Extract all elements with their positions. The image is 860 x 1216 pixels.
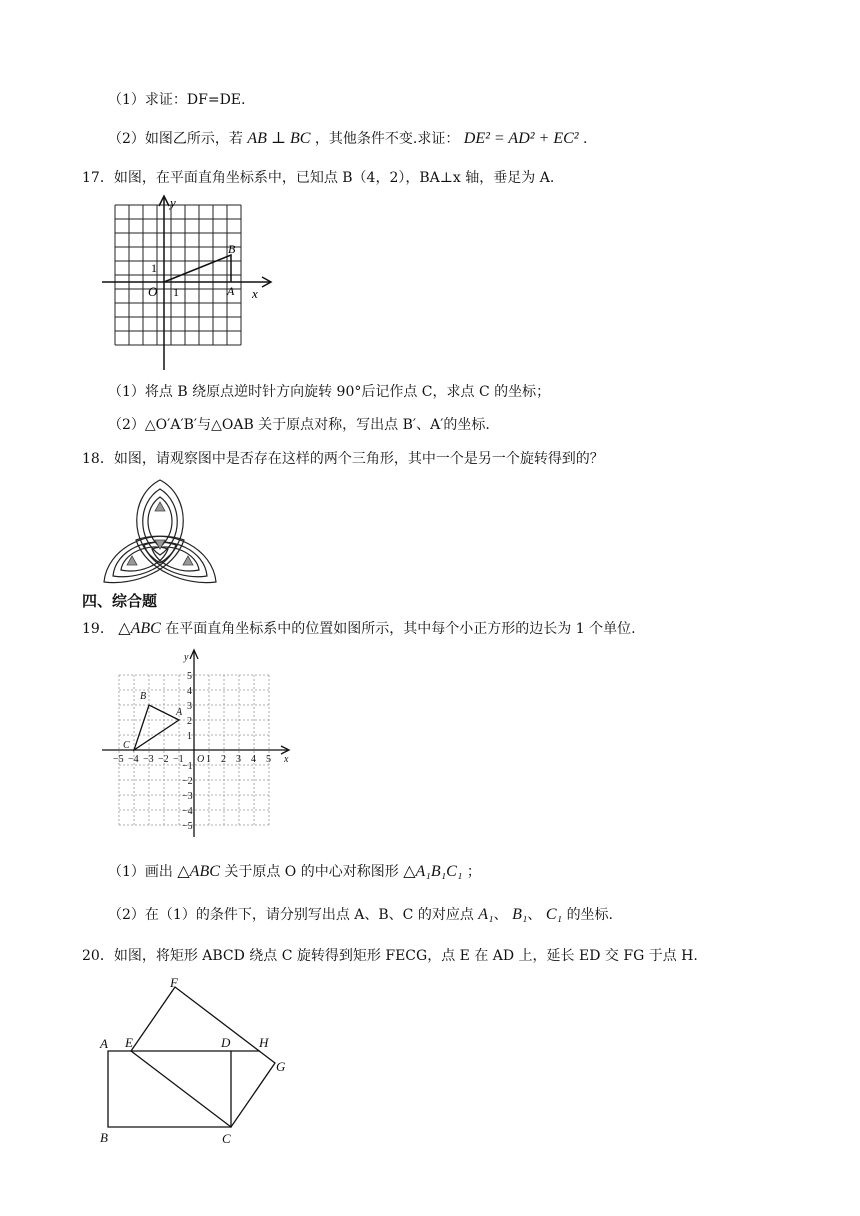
q20-label-f: F	[170, 975, 178, 990]
q19-part2-c1: C₁	[545, 906, 563, 923]
q19-x-tick: −2	[158, 754, 169, 765]
q19-y-tick: −3	[182, 791, 193, 802]
q20-stem: 20．如图，将矩形 ABCD 绕点 C 旋转得到矩形 FECG，点 E 在 AD 上，延长 ED 交 FG 于点 H.	[82, 948, 698, 964]
q19-figure	[98, 645, 298, 840]
q19-part2	[108, 905, 613, 925]
q19-y-tick: 1	[187, 731, 192, 742]
q17-label-one-y: 1	[151, 261, 157, 275]
q19-part2-b1: B₁	[512, 906, 528, 923]
q20-figure	[98, 975, 298, 1150]
q16-part1: （1）求证：DF=DE.	[108, 92, 246, 108]
q19-y-tick: −4	[182, 806, 193, 817]
q19-x-tick: −3	[143, 754, 154, 765]
q19-label-a: A	[176, 707, 183, 718]
q16-part2-suffix: .	[583, 131, 588, 147]
q19-axes	[102, 650, 289, 837]
q17-part1: （1）将点 B 绕原点逆时针方向旋转 90°后记作点 C，求点 C 的坐标；	[108, 384, 551, 400]
q19-label-c: C	[123, 740, 130, 751]
q19-label-o: O	[197, 754, 205, 765]
q19-x-tick: 1	[206, 754, 211, 765]
q16-part2-prefix: （2）如图乙所示，若	[108, 131, 243, 147]
q19-y-tick: 2	[187, 716, 192, 727]
q19-x-tick: −1	[173, 754, 184, 765]
q19-part2-a1: A₁	[478, 906, 494, 923]
q19-stem-math: △ABC	[118, 620, 161, 637]
q19-y-tick: −2	[182, 776, 193, 787]
q20-label-h: H	[259, 1035, 269, 1050]
q19-part2-prefix: （2）在（1）的条件下，请分别写出点 A、B、C 的对应点	[108, 907, 474, 923]
q19-x-tick: 2	[221, 754, 226, 765]
q19-part2-sep: 、	[527, 907, 542, 923]
q20-label-a: A	[100, 1036, 108, 1051]
q19-x-tick: −4	[128, 754, 139, 765]
q19-part1-prefix: （1）画出	[108, 864, 173, 880]
q16-part2	[108, 129, 587, 149]
q18-stem: 18．如图，请观察图中是否存在这样的两个三角形，其中一个是另一个旋转得到的？	[82, 451, 604, 467]
q19-label-b: B	[140, 691, 147, 702]
q19-stem	[82, 619, 636, 639]
q19-y-tick: −1	[182, 761, 193, 772]
q20-rectangle-abcd	[108, 1051, 231, 1127]
q19-part1-math2: △A₁B₁C₁	[403, 863, 463, 880]
q17-label-a: A	[227, 284, 235, 298]
section-4-title: 四、综合题	[82, 592, 158, 610]
q19-x-tick: 4	[251, 754, 256, 765]
q17-label-o: O	[148, 284, 158, 299]
q19-y-tick: 4	[187, 686, 192, 697]
q20-label-b: B	[100, 1130, 108, 1145]
q17-part2: （2）△O′A′B′与△OAB 关于原点对称，写出点 B′、A′的坐标.	[108, 417, 490, 433]
q18-triangle-top	[155, 502, 165, 511]
q17-label-one-x: 1	[173, 285, 179, 299]
q19-y-tick: 5	[187, 671, 192, 682]
q18-triangle-left	[127, 556, 137, 565]
q19-x-tick: 5	[266, 754, 271, 765]
q19-part2-sep: 、	[493, 907, 508, 923]
q18-triangle-right	[183, 556, 193, 565]
q19-part1-mid: 关于原点 O 的中心对称图形	[224, 864, 399, 880]
q19-triangle	[134, 705, 179, 750]
q19-stem-prefix: 19．	[82, 621, 114, 637]
q17-grid	[115, 205, 241, 345]
q19-y-tick: 3	[187, 701, 192, 712]
q20-rectangle-fecg	[131, 987, 275, 1127]
q19-label-y: y	[184, 652, 189, 663]
q19-part1-math1: △ABC	[177, 863, 220, 880]
q19-y-tick: −5	[182, 821, 193, 832]
q19-x-tick: −5	[113, 754, 124, 765]
q20-label-c: C	[222, 1131, 231, 1146]
q16-part2-formula: DE² = AD² + EC²	[463, 130, 579, 147]
q19-stem-suffix: 在平面直角坐标系中的位置如图所示，其中每个小正方形的边长为 1 个单位.	[165, 621, 636, 637]
q19-part2-suffix: 的坐标.	[566, 907, 614, 923]
q17-label-x: x	[252, 286, 258, 301]
q17-label-b: B	[228, 242, 236, 256]
q16-part2-mid: ，其他条件不变.求证：	[314, 131, 460, 147]
q20-label-g: G	[276, 1059, 286, 1074]
q19-part1	[108, 862, 481, 882]
q20-label-e: E	[125, 1035, 133, 1050]
q18-figure	[102, 478, 218, 586]
q17-figure	[100, 195, 280, 375]
q16-part2-condition: AB ⊥ BC	[247, 130, 311, 147]
q19-label-x: x	[284, 754, 289, 765]
q17-triangle	[164, 255, 231, 282]
q17-label-y: y	[170, 195, 176, 210]
q19-x-tick: 3	[236, 754, 241, 765]
q17-axes	[102, 196, 271, 370]
q17-stem: 17．如图，在平面直角坐标系中，已知点 B（4，2），BA⊥x 轴，垂足为 A.	[82, 170, 555, 186]
q19-part1-suffix: ；	[466, 864, 481, 880]
q20-label-d: D	[221, 1035, 231, 1050]
